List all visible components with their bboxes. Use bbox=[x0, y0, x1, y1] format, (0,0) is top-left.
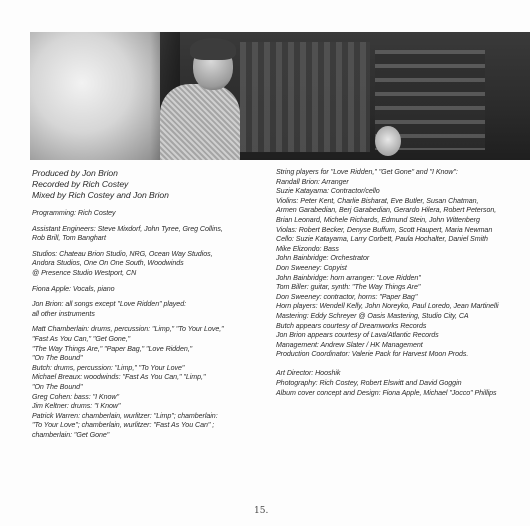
credits-left-column bbox=[32, 168, 262, 440]
credit-line: Fiona Apple: Vocals, piano bbox=[32, 284, 115, 293]
credit-line: Album cover concept and Design: Fiona Apple, Michael "Jocco" Phillips bbox=[276, 388, 497, 397]
credit-line: "To Your Love"; chamberlain, wurlitzer: "Fast As You Can" ; bbox=[32, 421, 215, 430]
credit-line: Patrick Warren: chamberlain, wurlitzer: "Limp"; chamberlain: bbox=[32, 411, 218, 420]
main-credits bbox=[32, 168, 262, 201]
credit-line: String players for "Love Ridden," "Get Gone" and "I Know": bbox=[276, 168, 458, 176]
photo-studio-wall bbox=[240, 42, 370, 152]
credit-line: Jon Brion appears courtesy of Lava/Atlantic Records bbox=[276, 331, 439, 340]
credit-line: Jon Brion: all songs except "Love Ridden" played: bbox=[32, 300, 187, 309]
credit-line: Programming: Rich Costey bbox=[32, 209, 116, 217]
credit-line: John Bainbridge: horn arranger: "Love Ridden" bbox=[276, 273, 421, 282]
credit-line: Matt Chamberlain: drums, percussion: "Limp," "To Your Love," bbox=[32, 325, 224, 334]
credit-line bbox=[276, 360, 526, 370]
credit-line: Andora Studios, One On One South, Woodwinds bbox=[32, 259, 184, 268]
credit-line: John Bainbridge: Orchestrator bbox=[276, 254, 370, 263]
photo-man-figure bbox=[160, 84, 240, 160]
credit-line: Cello: Suzie Katayama, Larry Corbett, Paula Hochalter, Daniel Smith bbox=[276, 235, 488, 244]
page-number: 15. bbox=[254, 506, 269, 516]
credit-line: Greg Cohen: bass: "I Know" bbox=[32, 392, 119, 401]
credit-line: Violins: Peter Kent, Charlie Bisharat, Eve Butler, Susan Chatman, bbox=[276, 196, 479, 205]
credit-line: "Fast As You Can," "Get Gone," bbox=[32, 334, 131, 343]
credit-line: Produced by Jon Brion bbox=[32, 168, 118, 178]
credit-line: Brian Leonard, Michele Richards, Edmund Stein, John Wittenberg bbox=[276, 215, 480, 224]
studio-photo bbox=[30, 32, 530, 160]
credit-line: Art Director: Hooshik bbox=[276, 369, 341, 378]
credit-line: Michael Breaux: woodwinds: "Fast As You Can," "Limp," bbox=[32, 373, 206, 382]
credits-right-column bbox=[276, 168, 526, 398]
credit-line: Butch: drums, percussion: "Limp," "To Your Love" bbox=[32, 363, 185, 372]
credit-line: Don Sweeney: Copyist bbox=[276, 263, 347, 272]
photo-light-area bbox=[30, 32, 160, 160]
credit-line: Studios: Chateau Brion Studio, NRG, Ocean Way Studios, bbox=[32, 249, 213, 258]
credit-line: Armen Garabedian, Berj Garabedian, Gerardo Hilera, Robert Peterson, bbox=[276, 206, 497, 215]
credit-line: Don Sweeney: contractor, horns: "Paper Bag" bbox=[276, 292, 418, 301]
credits-list-left bbox=[32, 209, 262, 440]
credit-line: Butch appears courtesy of Dreamworks Records bbox=[276, 321, 427, 330]
credit-line: chamberlain: "Get Gone" bbox=[32, 430, 110, 439]
credit-line: Production Coordinator: Valerie Pack for Harvest Moon Prods. bbox=[276, 350, 469, 359]
credit-line: Recorded by Rich Costey bbox=[32, 179, 129, 189]
photo-woman-figure bbox=[375, 126, 401, 156]
credit-line: Photography: Rich Costey, Robert Elswitt and David Goggin bbox=[276, 379, 462, 388]
credit-line: Rob Brill, Tom Banghart bbox=[32, 234, 106, 243]
credit-line: all other instruments bbox=[32, 309, 95, 318]
photo-man-hair bbox=[190, 38, 236, 60]
credit-line: Mike Elizondo: Bass bbox=[276, 244, 339, 253]
credit-line: Mixed by Rich Costey and Jon Brion bbox=[32, 190, 169, 200]
credit-line: Randall Brion: Arranger bbox=[276, 177, 349, 186]
credit-line: "The Way Things Are," "Paper Bag," "Love Ridden," bbox=[32, 344, 193, 353]
credit-line: Management: Andrew Slater / HK Management bbox=[276, 340, 423, 349]
credit-line: Violas: Robert Becker, Denyse Buffum, Scott Haupert, Maria Newman bbox=[276, 225, 493, 234]
credits-list-right bbox=[276, 168, 526, 398]
credit-line: "On The Bound" bbox=[32, 354, 83, 363]
credit-line: "On The Bound" bbox=[32, 382, 83, 391]
credit-line: Suzie Katayama: Contractor/cello bbox=[276, 187, 380, 196]
credit-line: Tom Biller: guitar, synth: "The Way Things Are" bbox=[276, 283, 421, 292]
credit-line: Assistant Engineers: Steve Mixdorf, John Tyree, Greg Collins, bbox=[32, 224, 223, 233]
credit-line: Horn players: Wendell Kelly, John Noreyko, Paul Loredo, Jean Martinelli bbox=[276, 302, 499, 311]
credit-line: Mastering: Eddy Schreyer @ Oasis Mastering, Studio City, CA bbox=[276, 311, 469, 320]
credit-line: Jim Keltner: drums: "I Know" bbox=[32, 402, 121, 411]
credit-line: @ Presence Studio Westport, CN bbox=[32, 268, 137, 277]
